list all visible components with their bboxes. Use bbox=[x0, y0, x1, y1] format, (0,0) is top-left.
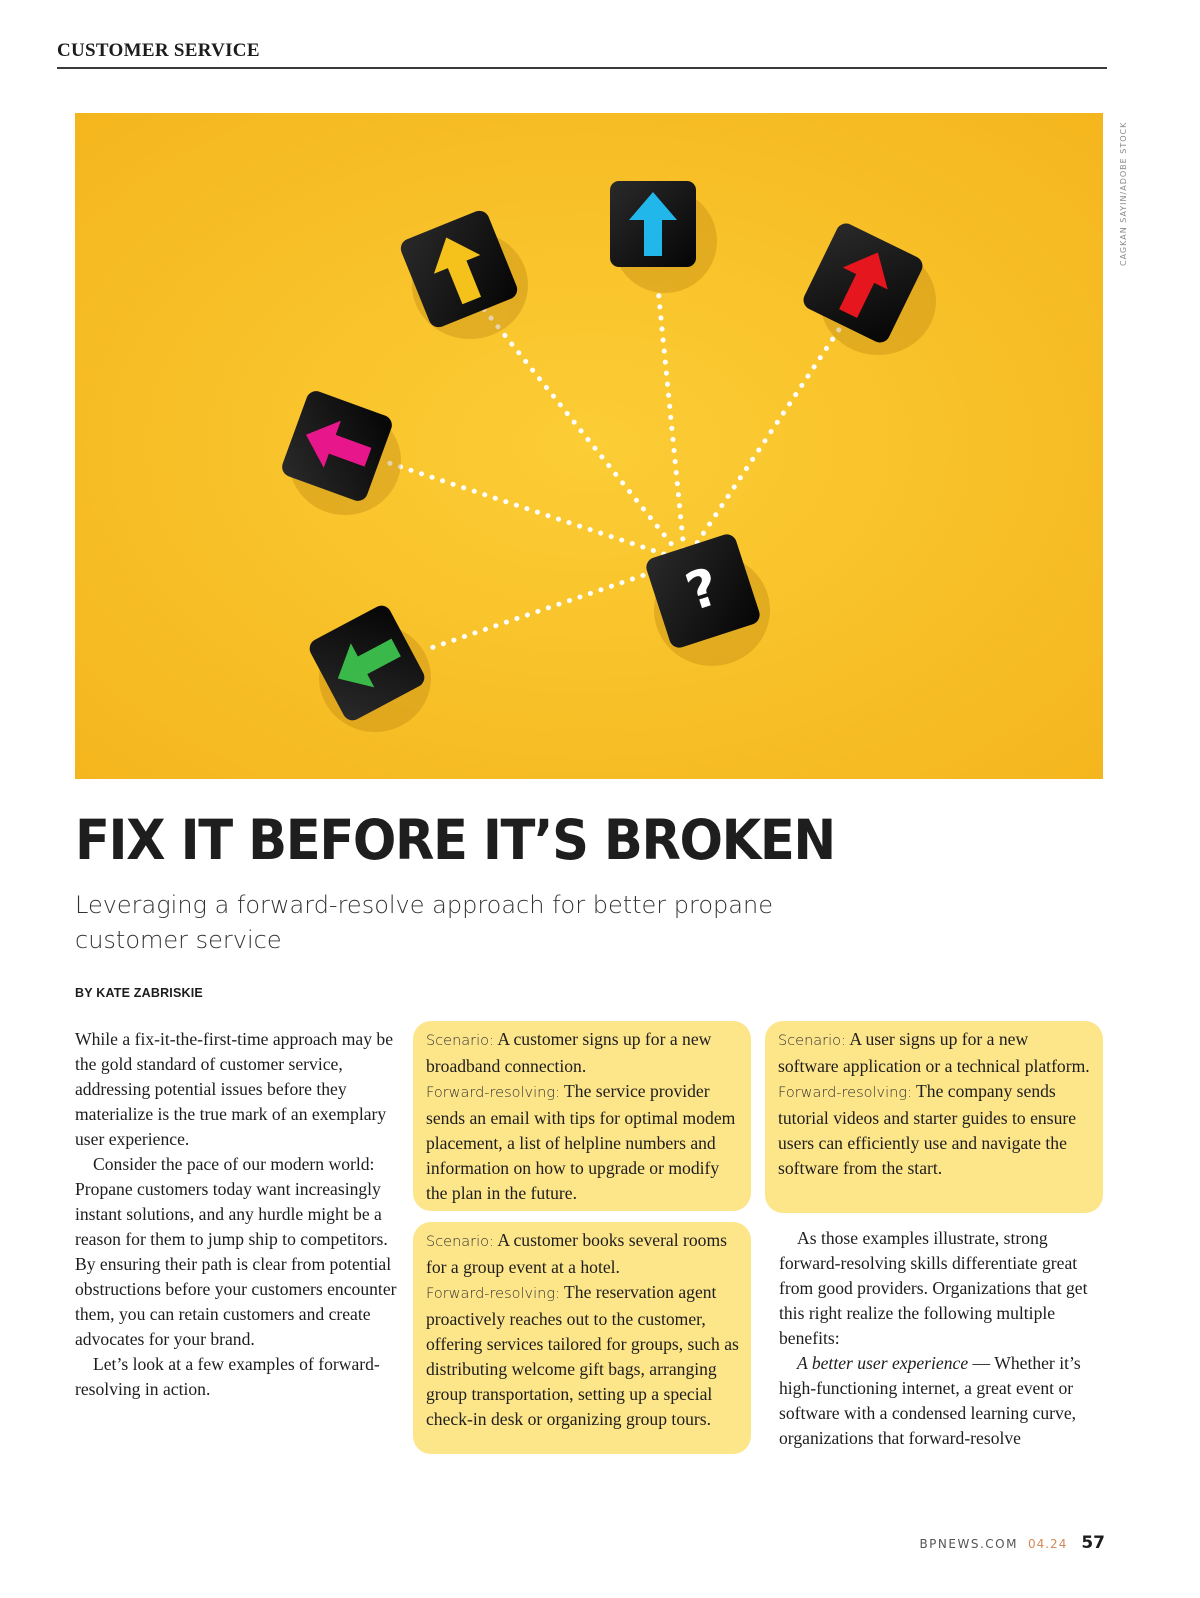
forward-resolving-label: Forward-resolving: bbox=[426, 1085, 560, 1101]
forward-resolving-label: Forward-resolving: bbox=[778, 1085, 912, 1101]
forward-resolving-text: The reservation agent proactively reaches out to the customer, offering services tailored for groups, such as distributing welcome gift bags, arranging group transportation, setting up a special check-in desk or organizing group tours. bbox=[426, 1282, 739, 1429]
photo-credit: CAGKAN SAYIN/ADOBE STOCK bbox=[1119, 121, 1128, 266]
forward-resolving-text: The service provider sends an email with tips for optimal modem placement, a list of helpline numbers and information on how to upgrade or modify the plan in the future. bbox=[426, 1081, 736, 1203]
hero-background bbox=[75, 113, 1103, 779]
footer bbox=[919, 1533, 1105, 1553]
cube-blue-arrow bbox=[610, 181, 696, 267]
forward-resolving-label: Forward-resolving: bbox=[426, 1286, 560, 1302]
byline: BY KATE ZABRISKIE bbox=[75, 986, 203, 1000]
headline: FIX IT BEFORE IT’S BROKEN bbox=[75, 808, 835, 872]
scenario-box bbox=[413, 1021, 751, 1211]
footer-date: 04.24 bbox=[1027, 1537, 1068, 1551]
page-number: 57 bbox=[1081, 1533, 1105, 1553]
scenario-label: Scenario: bbox=[778, 1033, 846, 1049]
hero-image bbox=[75, 113, 1103, 779]
paragraph: As those examples illustrate, strong forward-resolving skills differentiate great from good providers. Organizations that get this right realize the following multiple benefits: bbox=[779, 1228, 1088, 1348]
scenario-box bbox=[413, 1222, 751, 1454]
header-rule bbox=[57, 67, 1107, 69]
paragraph: Consider the pace of our modern world: Propane customers today want increasingly instant solutions, and any hurdle might be a reason for them to jump ship to competitors. By ensuring their path is clear from potential obstructions before your customers encounter them, you can retain customers and create advocates for your brand. bbox=[75, 1154, 397, 1349]
paragraph-text: — Whether it’s high-functioning internet, a great event or software with a condensed learning curve, organizations that forward-resolve bbox=[779, 1353, 1081, 1448]
section-label: CUSTOMER SERVICE bbox=[57, 40, 260, 61]
scenario-label: Scenario: bbox=[426, 1033, 494, 1049]
body-column-1 bbox=[75, 1027, 405, 1402]
scenario-text: A customer signs up for a new broadband connection. bbox=[426, 1029, 712, 1076]
forward-resolving-text: The company sends tutorial videos and starter guides to ensure users can efficiently use and navigate the software from the start. bbox=[778, 1081, 1077, 1178]
deck: Leveraging a forward-resolve approach for better propane customer service bbox=[75, 891, 773, 954]
footer-site: BPNEWS.COM bbox=[919, 1537, 1018, 1551]
scenario-text: A customer books several rooms for a group event at a hotel. bbox=[426, 1230, 728, 1277]
paragraph: Let’s look at a few examples of forward-resolving in action. bbox=[75, 1354, 380, 1399]
paragraph bbox=[779, 1351, 1109, 1451]
scenario-box bbox=[765, 1021, 1103, 1213]
paragraph: While a fix-it-the-first-time approach may be the gold standard of customer service, addressing potential issues before they materialize is the true mark of an exemplary user experience. bbox=[75, 1029, 394, 1149]
question-mark-icon: ? bbox=[679, 556, 727, 624]
scenario-text: A user signs up for a new software application or a technical platform. bbox=[778, 1029, 1090, 1076]
body-column-3 bbox=[779, 1226, 1109, 1451]
scenario-label: Scenario: bbox=[426, 1234, 494, 1250]
italic-lead: A better user experience bbox=[797, 1353, 969, 1373]
